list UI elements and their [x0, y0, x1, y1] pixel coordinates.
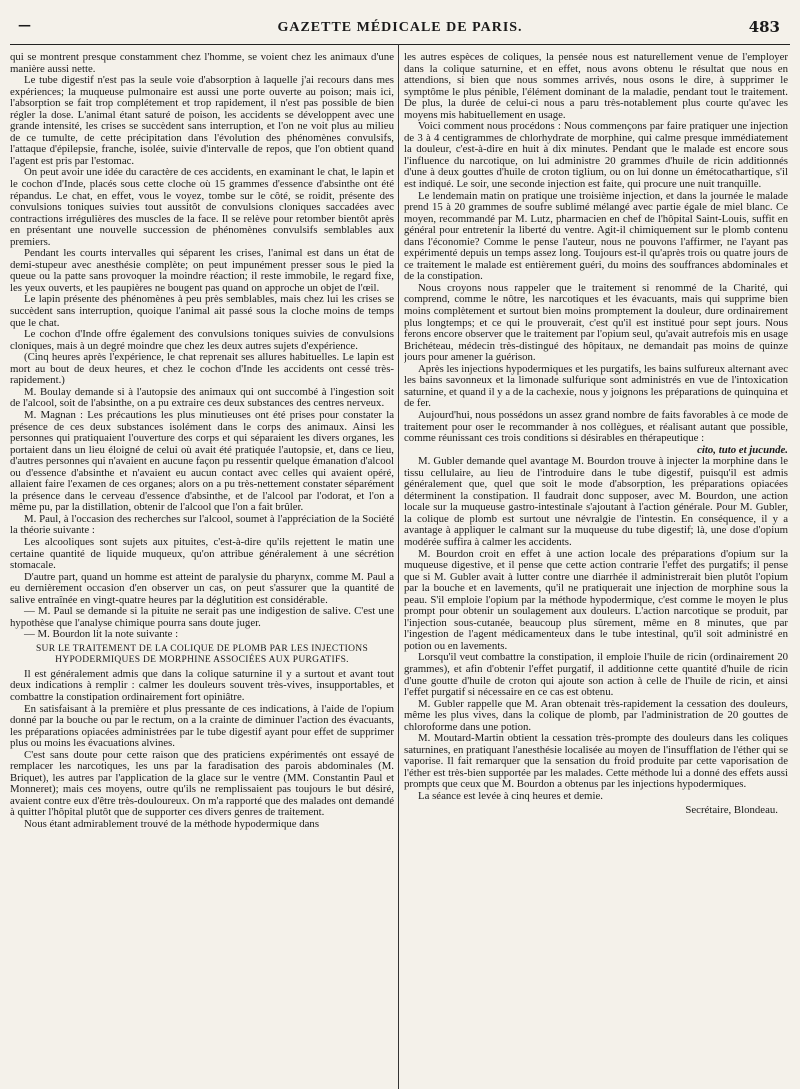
- page-header: [10, 8, 790, 45]
- paragraph: Les alcooliques sont sujets aux pituites, c'est-à-dire qu'ils rejettent le matin une certaine quantité de liquide muqueux, qu'on attribue généralement à une sécrétion stomacale.: [10, 535, 394, 572]
- paragraph: Le tube digestif n'est pas la seule voie d'absorption à laquelle j'ai recours dans mes expériences; la muqueuse pulmonaire est aussi une porte ouverte au poison; mais ici, l'absorption se fait trop complétement et trop rapidement, il n'est pas possible de bien régler la dose. L'animal étant saturé de poison, les accidents se développent avec une grande intensité, les crises se succèdent sans interruption, et l'on ne voit plus au milieu de ce tumulte, de cette précipitation dans l'évolution des phénomènes convulsifs, l'attaque d'épilepsie, franche, isolée, suivie d'intervalle de repos, que l'on obtient quand l'agent est pris par l'estomac.: [10, 74, 394, 167]
- secretary-signature: Secrétaire, Blondeau.: [685, 803, 778, 816]
- paragraph: les autres espèces de coliques, la pensée nous est naturellement venue de l'employer dans la colique saturnine, et en effet, nous avons obtenu le résultat que nous en attendions, si bien que nous sommes arrivés, nous osons le dire, à supprimer le symptôme le plus pénible, l'élément dominant de la maladie, pendant tout le traitement. De plus, la durée de celui-ci nous a paru très-notablement plus courte qu'avec les moyens mis habituellement en usage.: [404, 52, 788, 121]
- newspaper-page: [10, 0, 790, 1089]
- paragraph: Aujourd'hui, nous possédons un assez grand nombre de faits favorables à ce mode de traitement pour oser le recommander à nos collègues, et réalisant autant que possible, comme réunissant ces trois conditions si désirables en thérapeutique :: [404, 408, 788, 445]
- journal-title: GAZETTE MÉDICALE DE PARIS.: [277, 20, 523, 35]
- paragraph: Le lendemain matin on pratique une troisième injection, et dans la journée le malade prend 15 à 20 grammes de soufre sublimé mélangé avec partie égale de miel blanc. Ce moyen, recommandé par M. Lutz, pharmacien en chef de l'hôpital Saint-Louis, suffit en général pour entretenir la liberté du ventre. Agit-il chimiquement sur le plomb contenu dans l'économie? Comme le pense l'auteur, nous ne pouvons l'affirmer, ne l'ayant pas expérimenté depuis un temps assez long. Toujours est-il qu'après trois ou quatre jours de ce traitement le malade est entièrement guéri, du moins des souffrances abdominales et de la constipation.: [404, 189, 788, 283]
- paragraph: M. Gubler demande quel avantage M. Bourdon trouve à injecter la morphine dans le tissu cellulaire, au lieu de l'introduire dans le tube digestif, puisqu'il est admis généralement que, quel que soit le mode d'absorption, les préparations opiacées déterminent la constipation. Il faudrait donc supposer, avec M. Bourdon, une action locale sur la muqueuse gastro-intestinale s'ajoutant à l'action générale. Pour M. Gubler, la colique de plomb est surtout une névralgie de l'intestin. En conséquence, il y a avantage à appliquer le calmant sur la muqueuse du tube digestif; là, une dose d'opium modérée suffira à calmer les accidents.: [404, 455, 788, 548]
- paragraph: M. Gubler rappelle que M. Aran obtenait très-rapidement la cessation des douleurs, même les plus vives, dans la colique de plomb, par l'administration de 20 gouttes de chloroforme dans une potion.: [404, 697, 788, 733]
- paragraph: (Cinq heures après l'expérience, le chat reprenait ses allures habituelles. Le lapin est mort au bout de deux heures, et chez le cochon d'Inde les accidents ont cessé très-rapidement.): [10, 351, 394, 387]
- header-left-mark: —: [18, 18, 31, 33]
- paragraph: qui se montrent presque constamment chez l'homme, se voient chez les animaux d'une manière aussi nette.: [10, 52, 394, 75]
- paragraph: Voici comment nous procédons : Nous commençons par faire pratiquer une injection de 3 à 4 centigrammes de chlorhydrate de morphine, qui calme presque immédiatement la douleur, c'est-à-dire en huit à dix minutes. Pendant que le malade est encore sous l'influence du narcotique, on lui administre 20 grammes d'huile de ricin additionnés d'une à deux gouttes d'huile de croton tiglium, ou on lui donne un émétocathartique, s'il est indiqué. Le soir, une seconde injection est faite, qui procure une nuit tranquille.: [404, 120, 788, 191]
- motto: cito, tuto et jucunde.: [697, 443, 788, 456]
- paragraph: M. Boulay demande si à l'autopsie des animaux qui ont succombé à l'ingestion soit de l'alcool, soit de l'absinthe, on a pu extraire ces deux substances des centres nerveux.: [10, 385, 394, 410]
- paragraph: Nous croyons nous rappeler que le traitement si renommé de la Charité, qui comprend, comme le nôtre, les narcotiques et les évacuants, mais qui supprime bien moins complètement et surtout bien moins promptement la douleur, dure ordinairement plus longtemps; et ce qui le prouverait, c'est qu'il est institué pour sept jours. Nous ferons encore observer que le traitement par l'opium seul, qu'avait autrefois mis en usage Brichéteau, médecin très-distingué des hôpitaux, ne demandait pas moins de quinze jours pour amener la guérison.: [404, 281, 788, 364]
- right-column: [404, 52, 788, 1082]
- paragraph: En satisfaisant à la première et plus pressante de ces indications, à l'aide de l'opium donné par la bouche ou par le rectum, on a la crainte de diminuer l'action des évacuants, les préparations opiacées administrées par le tube digestif ayant pour effet de supprimer plus ou moins les évacuations alvines.: [10, 702, 394, 750]
- paragraph: Nous étant admirablement trouvé de la méthode hypodermique dans: [24, 818, 320, 830]
- page-number: 483: [748, 18, 780, 36]
- paragraph: M. Paul, à l'occasion des recherches sur l'alcool, soumet à l'appréciation de la Société la théorie suivante :: [10, 512, 394, 537]
- paragraph: Pendant les courts intervalles qui séparent les crises, l'animal est dans un état de demi-stupeur avec anesthésie complète; on peut impunément presser sous le pied la queue ou la patte sans provoquer la moindre réaction; il reste immobile, le regard fixe, les yeux ouverts, et les paupières ne bougent pas quand on approche un objet de l'œil.: [10, 247, 394, 294]
- paragraph: M. Moutard-Martin obtient la cessation très-prompte des douleurs dans les coliques saturnines, en pratiquant l'anesthésie localisée au moyen de l'insufflation de l'éther qui se vaporise. Il fait remarquer que la sensation du froid produite par cette vaporisation de l'éther est très-bien supportée par les malades. Cette méthode lui a donné des effets aussi prompts que ceux que M. Bourdon a obtenus par les injections hypodermiques.: [404, 732, 788, 791]
- paragraph: Après les injections hypodermiques et les purgatifs, les bains sulfureux alternant avec les bains savonneux et la limonade sulfurique sont administrés en vue de l'intoxication saturnine, et quand il y a de la cachexie, nous y joignons les préparations de quinquina et de fer.: [404, 362, 788, 410]
- column-divider: [398, 44, 399, 1089]
- paragraph: La séance est levée à cinq heures et demie.: [418, 790, 603, 802]
- section-title: SUR LE TRAITEMENT DE LA COLIQUE DE PLOMB PAR LES INJECTIONS HYPODERMIQUES DE MORPHINE ASSOCIÉES AUX PURGATIFS.: [35, 643, 369, 665]
- paragraph: On peut avoir une idée du caractère de ces accidents, en examinant le chat, le lapin et le cochon d'Inde, placés sous cette cloche où 15 grammes d'essence d'absinthe ont été répandus. Le chat, en effet, vous le voyez, tombe sur le côté, se roidit, présente des convulsions toniques suivies tout aussitôt de convulsions cloniques saccadées avec contractions irrégulières des muscles de la face. Il se relève pour retomber bientôt après en présentant une nouvelle succession de phénomènes convulsifs semblables aux premiers.: [10, 166, 394, 248]
- left-column: [10, 52, 394, 1082]
- paragraph: — M. Bourdon lit la note suivante :: [24, 628, 179, 641]
- paragraph: M. Bourdon croit en effet à une action locale des préparations d'opium sur la muqueuse digestive, et il pense que cette action contrarie l'effet des purgatifs; il pense que si M. Gubler avait à lutter contre une diarrhée il administrerait bien plutôt l'opium par la bouche et en lavements, qu'il ne pratiquerait une injection de morphine sous la peau. S'il emploie l'opium par la méthode hypodermique, c'est comme le moyen le plus prompt pour obtenir un soulagement aux douleurs. L'action narcotique se produit, par l'injection sous-cutanée, beaucoup plus sûrement, même en 8 minutes, que par l'ingestion de l'agent médicamenteux dans le tube intestinal, qu'il soit administré en potion ou en lavements.: [404, 547, 788, 652]
- paragraph: M. Magnan : Les précautions les plus minutieuses ont été prises pour constater la présence de ces deux substances isolément dans le corps des animaux. Ainsi les personnes qui pratiquaient l'ouverture des corps et qui séparaient les divers organes, les portaient dans un lieu éloigné de celui où avait été pratiquée l'autopsie, et, dans ce lieu, d'autres personnes qui n'avaient en aucune façon pu ressentir quelque émanation d'alcool ou d'essence d'absinthe et n'avaient eu aucun contact avec celles qui avaient opéré, allaient faire l'examen de ces organes; alors on a pu très-nettement constater séparément la présence dans le cerveau d'essence d'absinthe, et de l'alcool par l'odorat, et l'on a même pu, par la distillation, obtenir de l'alcool que l'on a fait brûler.: [10, 408, 394, 514]
- paragraph: — M. Paul se demande si la pituite ne serait pas une indigestion de salive. C'est une hypothèse que l'analyse chimique pourra sans doute juger.: [10, 605, 394, 629]
- paragraph: Il est généralement admis que dans la colique saturnine il y a surtout et avant tout deux indications à remplir : calmer les douleurs souvent très-vives, insupportables, et combattre la constipation ordinairement fort opiniâtre.: [10, 667, 394, 703]
- paragraph: Lorsqu'il veut combattre la constipation, il emploie l'huile de ricin (ordinairement 20 grammes), et afin d'obtenir l'effet purgatif, il additionne cette quantité d'huile de ricin d'une goutte d'huile de croton qui ajoute son action à celle de l'huile de ricin, et ainsi l'effet purgatif si nécessaire en ce cas est obtenu.: [404, 651, 788, 699]
- paragraph: D'autre part, quand un homme est atteint de paralysie du pharynx, comme M. Paul a eu dernièrement occasion d'en observer un cas, on peut s'assurer que la quantité de salive entraînée en vingt-quatre heures par la déglutition est considérable.: [10, 570, 394, 606]
- paragraph: C'est sans doute pour cette raison que des praticiens expérimentés ont essayé de remplacer les narcotiques, les uns par la faradisation des parois abdominales (M. Briquet), les autres par l'application de la glace sur le ventre (MM. Constantin Paul et Monneret); mais ces moyens, outre qu'ils ne remplissaient pas toujours le but désiré, avaient contre eux d'être très-douloureux. On m'a rapporté que des malades ont demandé à quitter l'hôpital plutôt que de supporter ces divers genres de traitement.: [10, 748, 394, 819]
- paragraph: Le cochon d'Inde offre également des convulsions toniques suivies de convulsions cloniques, mais à un degré moindre que chez les deux autres sujets d'expérience.: [10, 328, 394, 352]
- paragraph: Le lapin présente des phénomènes à peu près semblables, mais chez lui les crises se succèdent sans interruption, quoique l'animal ait passé sous la cloche moins de temps que le chat.: [10, 293, 394, 329]
